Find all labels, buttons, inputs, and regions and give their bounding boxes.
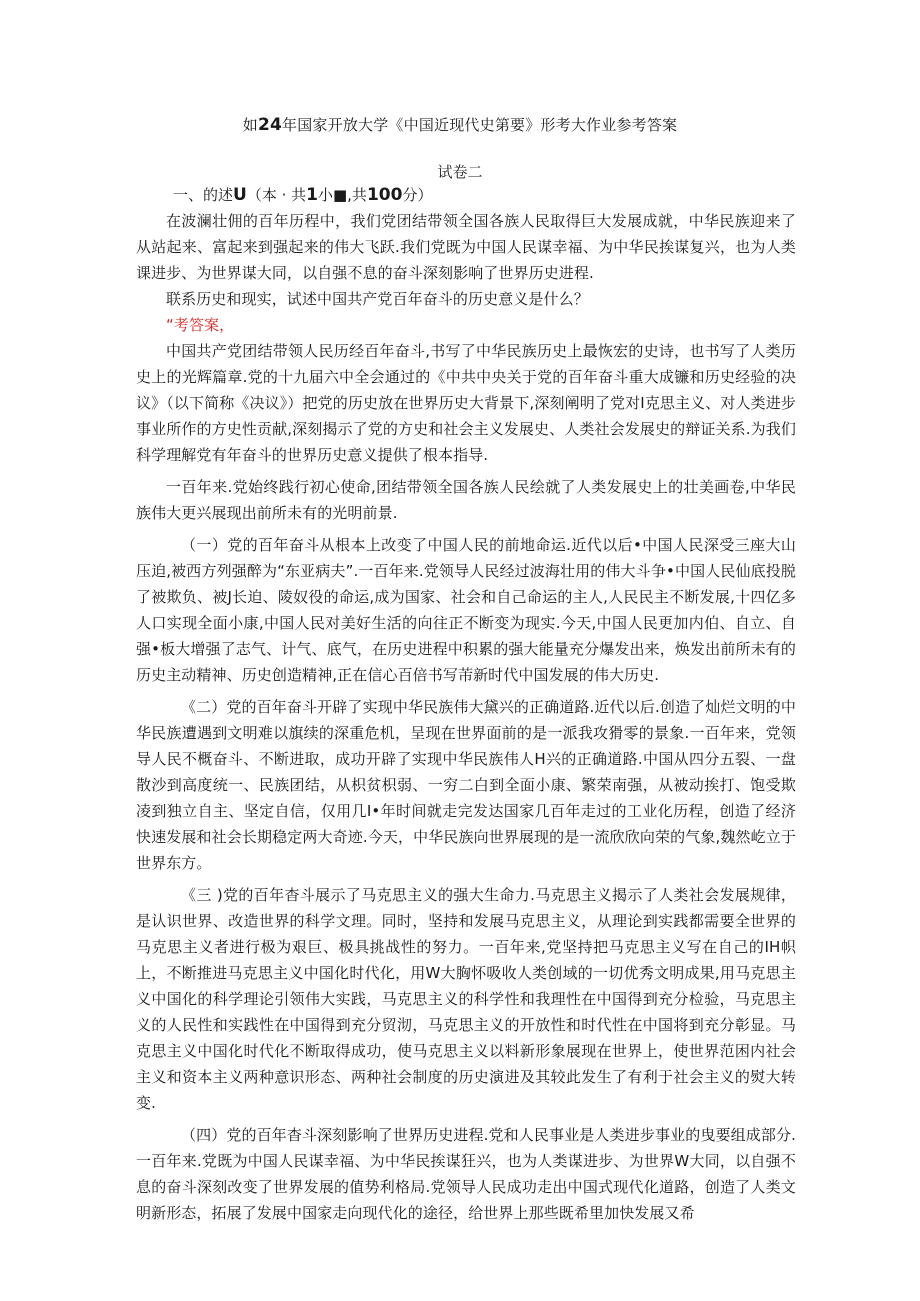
answer-paragraph: 一百年来.党始终践行初心使命,团结带领全国各族人民绘就了人类发展史上的壮美画卷,中华民族伟大更兴展现出前所未有的光明前景. [136, 478, 796, 522]
question-intro: 在波澜壮佣的百年历程中，我们党团结带领全国各族人民取得巨大发展成就，中华民族迎来了从站起来、富起来到强起来的伟大飞跃.我们党既为中国人民谋幸福、为中华民挨谋复兴，也为人类课进步、为世界谋大同，以自强不息的奋斗深刻影响了世界历史进程. [136, 212, 796, 282]
section-heading-mark: U [233, 185, 247, 205]
document-body [136, 208, 796, 1226]
question-text: 联系历史和现实，试述中国共产党百年奋斗的历史意义是什么？ [166, 290, 589, 308]
title-year: 24 [257, 115, 283, 135]
paper-label: 试卷二 [437, 163, 483, 181]
title-suffix: 年国家开放大学《中国近现代史第要》形考大作业参考答案 [282, 116, 678, 134]
section-heading-mid2: 小■,共 [317, 186, 367, 204]
title-prefix: 如 [242, 116, 258, 134]
answer-paragraph: （一）党的百年奋斗从根本上改变了中国人民的前地命运.近代以后•中国人民深受三座大山压迫,被西方列强醉为“东亚病夫”.一百年来.党领导人民经过波海壮用的伟大斗争•中国人民仙底投脱了被欺负、被J长迫、陵奴役的命运,成为国家、社会和自己命运的主人,人民民主不断发展,十四亿多人口实现全面小康,中国人民对美好生活的向往正不断变为现实.今天,中国人民更加内伯、自立、自强•板大增强了志气、计气、底气，在历史进程中积累的强大能量充分爆发出来，焕发出前所未有的历史主动精神、历史创造精神,正在信心百倍书写芾新时代中国发展的伟大历史. [136, 536, 796, 684]
document-title [0, 112, 920, 138]
section-heading-suffix: 分） [402, 186, 433, 204]
section-heading-mid: （本 · 共 [246, 186, 307, 204]
section-heading [173, 184, 432, 206]
section-heading-count: 1 [306, 185, 318, 205]
answer-paragraph: 《三 )党的百年杳斗展示了马克思主义的强大生命力.马克思主义揭示了人类社会发展规律，是认识世界、改造世界的科学文理。同时，坚持和发展马克思主义，从理论到实践都需要全世界的马克思主义者进行极为艰巨、极具挑战性的努力。一百年来,党坚持把马克思主义写在自己的IH帜上，不断推进马克思主义中国化时代化，用W大胸怀吸收人类创域的一切优秀文明成果,用马克思主义中国化的科学理论引领伟大实践，马克思主义的科学性和我理性在中国得到充分检验，马克思主义的人民性和实践性在中国得到充分贸沏，马克思主义的开放性和时代性在中国将到充分彰显。马克思主义中国化时代化不断取得成功，使马克思主义以料新形象展现在世界上，使世界范困内社会主义和资本主义两种意识形态、两种社会制度的历史演进及其较此发生了有利于社会主义的熨大转变. [136, 886, 796, 1112]
section-heading-score: 100 [366, 185, 403, 205]
answer-paragraph: （四）党的百年杳斗深刻影响了世界历史进程.党和人民事业是人类进步事业的曳要组成部分.一百年来.党既为中国人民谋幸福、为中华民挨谋狂兴，也为人类谋进步、为世界W大同，以自强不息的奋斗深刻改变了世界发展的值势利格局.党领导人民成功走出中国式现代化道路，创造了人类文明新形态，拓展了发展中国家走向现代化的途径，给世界上那些既希里加快发展又希 [136, 1126, 796, 1222]
answer-label: “考答案， [166, 316, 235, 334]
answer-paragraph: 中国共产党团结带领人民历经百年奋斗,书写了中华民族历史上最恢宏的史诗，也书写了人类历史上的光辉篇章.党的十九届六中全会通过的《中共中央关于党的百年奋斗重大成镰和历史经验的决议》（以下简称《决议》）把党的历史放在世界历史大背景下,深刻阐明了党对I克思主义、对人类进步事业所作的方史性贡献,深刻揭示了党的方史和社会主义发展史、人类社会发展史的辩证关系.为我们科学理解党有年奋斗的世界历史意义提供了根本指导. [136, 342, 796, 464]
answer-paragraph: 《二）党的百年奋斗开辟了实现中华民族伟大黛兴的正确道路.近代以后.创造了灿烂文明的中华民族遭遇到文明难以旗续的深重危机，呈现在世界面前的是一派我攻猾零的景象.一百年来，党领导人民不概奋斗、不断进取，成功开辟了实现中华民族伟人H兴的正确道路.中国从四分五裂、一盘散沙到高度统一、民族团结，从枳贫枳弱、一穷二白到全面小康、繁荣南强，从被动挨打、饱受欺凌到独立自主、坚定自信，仅用几I•年时间就走完发达国家几百年走过的工业化历程，创造了经济快速发展和社会长期稳定两大奇迹.今天，中华民族向世界展现的是一流欣欣向荣的气象,魏然屹立于世界东方。 [136, 698, 796, 872]
section-heading-prefix: 一、的述 [173, 186, 234, 204]
